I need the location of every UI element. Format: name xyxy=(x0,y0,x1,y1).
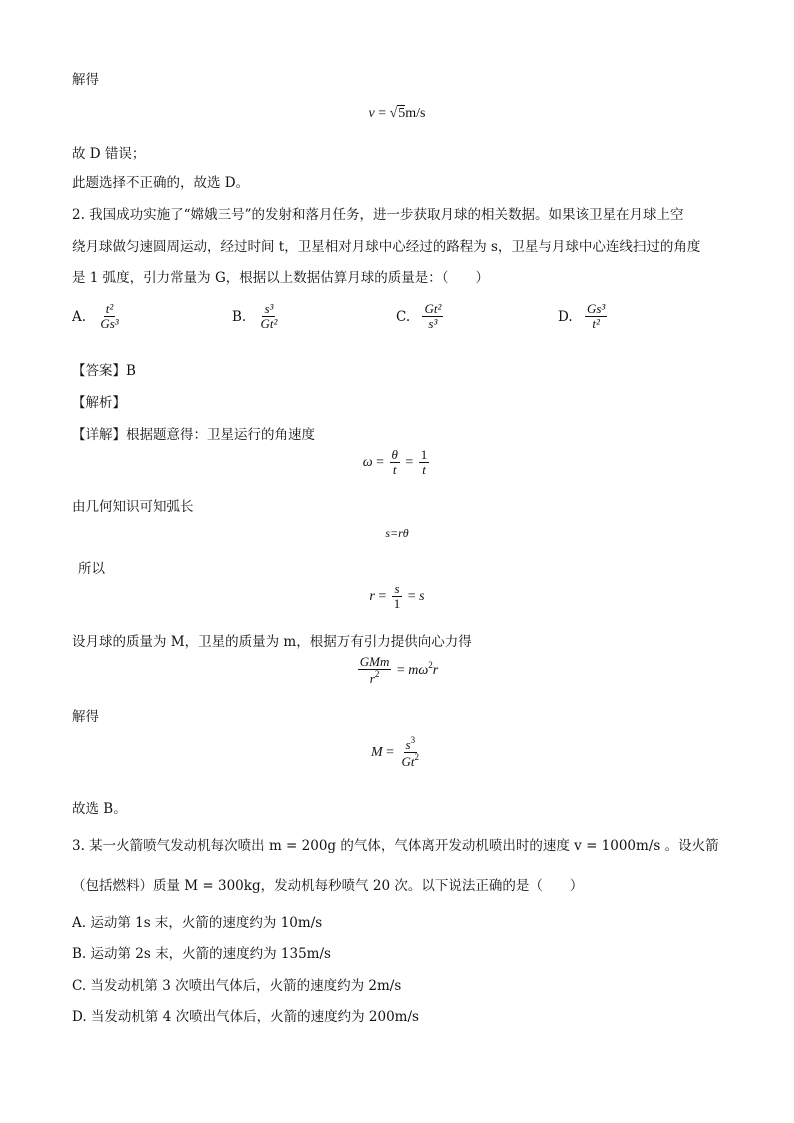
q2-option-c[interactable] xyxy=(396,302,445,332)
gravity-equation: $\frac{\text{GMm}}{r^2}$ = $m\omega^2r$ xyxy=(359,654,439,687)
q3-option-c[interactable]: C. 当发动机第 3 次喷出气体后，火箭的速度约为 2m/s xyxy=(72,978,402,994)
q3-option-d[interactable]: D. 当发动机第 4 次喷出气体后，火箭的速度约为 200m/s xyxy=(72,1009,419,1025)
q3-option-a[interactable]: A. 运动第 1s 末，火箭的速度约为 10m/s xyxy=(72,915,323,931)
choose-b-text: 故选 B。 xyxy=(72,801,127,817)
omega-equation: ω = $\frac{\theta}{t}$ = $\frac{1}{t}$ xyxy=(362,447,428,478)
q2-stem-line3: 是 1 弧度，引力常量为 G，根据以上数据估算月球的质量是：（ ） xyxy=(72,270,489,286)
option-label: C. xyxy=(396,308,411,325)
jiede-label-1: 解得 xyxy=(72,72,99,88)
option-fraction: $\frac{\text{Gs³}}{\text{t²}}$ xyxy=(586,301,606,332)
option-fraction: $\frac{\text{s³}}{\text{Gt²}}$ xyxy=(260,301,278,332)
option-fraction: $\frac{\text{Gt²}}{\text{s³}}$ xyxy=(424,301,442,332)
mass-text: 设月球的质量为 M，卫星的质量为 m，根据万有引力提供向心力得 xyxy=(72,634,472,650)
option-fraction: $\frac{\text{t²}}{\text{Gs³}}$ xyxy=(100,301,119,332)
q2-stem-line2: 绕月球做匀速圆周运动，经过时间 t，卫星相对月球中心经过的路程为 s，卫星与月球中心连线扫过的角度 xyxy=(72,239,701,255)
geometry-text: 由几何知识可知弧长 xyxy=(72,499,194,515)
q2-option-d[interactable] xyxy=(558,302,609,332)
q2-option-a[interactable] xyxy=(72,302,123,332)
detail-text: 根据题意得：卫星运行的角速度 xyxy=(126,427,315,443)
jiede-label-2: 解得 xyxy=(72,709,99,725)
velocity-equation: v = √5m/s xyxy=(368,106,426,121)
detail-tag: 【详解】 xyxy=(72,427,126,443)
d-wrong-text: 故 D 错误； xyxy=(72,146,146,162)
r-equation: r = $\frac{s}{1}$ = s xyxy=(369,581,425,612)
answer-tag: 【答案】 xyxy=(72,363,126,379)
arc-equation: s=rθ xyxy=(385,526,409,540)
q3-stem-line2: （包括燃料）质量 M = 300kg，发动机每秒喷气 20 次。以下说法正确的是（ ） xyxy=(72,878,584,894)
mass-equation: M = $\frac{s^3}{Gt^2}$ xyxy=(370,735,420,770)
option-label: B. xyxy=(232,308,247,325)
q2-stem-line1: 2. 我国成功实施了“嫦娥三号”的发射和落月任务，进一步获取月球的相关数据。如果该卫星在月球上空 xyxy=(72,207,684,223)
answer-value: B xyxy=(126,363,136,379)
option-label: A. xyxy=(72,308,87,325)
suoyi-text: 所以 xyxy=(78,561,105,577)
detail-line xyxy=(72,423,315,443)
analysis-tag: 【解析】 xyxy=(72,395,126,411)
q2-option-b[interactable] xyxy=(232,302,281,332)
answer-line xyxy=(72,359,136,379)
conclusion-text: 此题选择不正确的，故选 D。 xyxy=(72,175,250,191)
q3-stem-line1: 3. 某一火箭喷气发动机每次喷出 m = 200g 的气体，气体离开发动机喷出时的速度 v = 1000m/s 。设火箭 xyxy=(72,838,719,854)
q3-option-b[interactable]: B. 运动第 2s 末，火箭的速度约为 135m/s xyxy=(72,946,331,962)
option-label: D. xyxy=(558,308,573,325)
